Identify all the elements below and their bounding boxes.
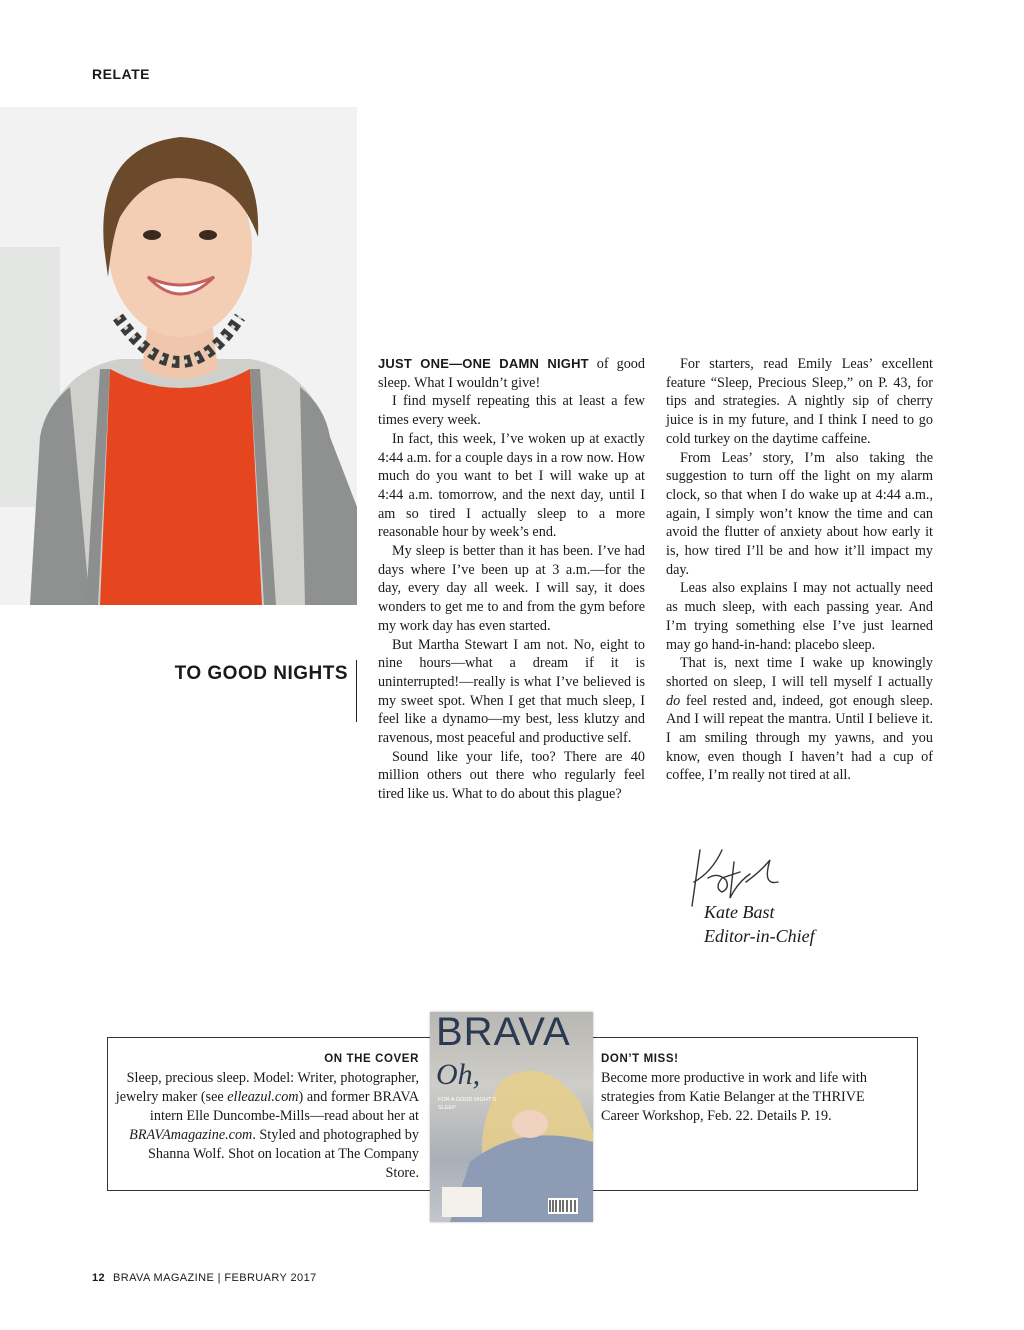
- footer-text: BRAVA MAGAZINE | FEBRUARY 2017: [113, 1272, 317, 1284]
- on-the-cover-text: Sleep, precious sleep. Model: Writer, photographer, jewelry maker (see elleazul.com) and former BRAVA intern Elle Duncombe-Mills—read about her at BRAVAmagazine.com. Styled and photographed by Shanna Wolf. Shot on location at The Company Store.: [115, 1070, 419, 1181]
- cover-tagline: FOR A GOOD NIGHT’S SLEEP: [438, 1097, 497, 1111]
- article-column-1: [378, 355, 645, 804]
- elleazul-link[interactable]: elleazul.com: [227, 1089, 299, 1105]
- article-paragraph: Leas also explains I may not actually need as much sleep, with each passing year. And I’m trying something else I’ve just learned may go hand-in-hand: placebo sleep.: [666, 580, 933, 653]
- article-paragraph: For starters, read Emily Leas’ excellent feature “Sleep, Precious Sleep,” on P. 43, for tips and strategies. A nightly sip of cherry juice is in my future, and I think I need to go cold turkey on the daytime caffeine.: [666, 356, 933, 447]
- article-paragraph: In fact, this week, I’ve woken up at exactly 4:44 a.m. for a couple days in a row now. How much do you want to bet I will wake up at 4:44 a.m. tomorrow, and the next day, until I am so tired I actually sleep to a more reasonable hour by week’s end.: [378, 430, 645, 541]
- article-headline: TO GOOD NIGHTS: [174, 663, 348, 684]
- article-paragraph: From Leas’ story, I’m also taking the suggestion to turn off the light on my alarm clock, so that when I do wake up at 4:44 a.m., again, I simply won’t know the time and can avoid the flutter of anxiety about how early it is, how tired I’ll be and how it’ll impact my day.: [666, 449, 933, 578]
- article-paragraph: I find myself repeating this at least a few times every week.: [378, 393, 645, 429]
- editor-portrait-illustration: [0, 107, 357, 605]
- magazine-cover: [430, 1012, 593, 1222]
- editor-name: Kate Bast: [704, 902, 775, 922]
- cover-image: [430, 1012, 593, 1222]
- on-the-cover-section: [112, 1050, 419, 1183]
- article-paragraph: My sleep is better than it has been. I’ve had days where I’ve been up at 3 a.m.—for the day, every day all week. I will say, it does wonders to get me to and from the gym before my work day has even started.: [378, 543, 645, 634]
- cover-title: BRAVA: [436, 1012, 571, 1054]
- cover-script: Oh,: [436, 1058, 481, 1091]
- article-paragraph: Sound like your life, too? There are 40 million others out there who regularly feel tired like us. What to do about this plague?: [378, 748, 645, 803]
- on-the-cover-heading: ON THE COVER: [324, 1053, 419, 1065]
- editor-title: Editor-in-Chief: [704, 926, 815, 946]
- article-column-2: [666, 355, 933, 785]
- editor-photo: [0, 107, 357, 605]
- article-paragraph: That is, next time I wake up knowingly shorted on sleep, I will tell myself I actually do feel rested and, indeed, got enough sleep. And I will repeat the mantra. Until I believe it. I am smiling through my yawns, and you know, even though I haven’t had a cup of coffee, I’m really not tired at all.: [666, 655, 933, 784]
- article-lead-in: JUST ONE—ONE DAMN NIGHT: [378, 356, 589, 371]
- brava-site-link[interactable]: BRAVAmagazine.com: [129, 1127, 253, 1143]
- dont-miss-heading: DON’T MISS!: [601, 1053, 679, 1065]
- headline-divider: [356, 660, 357, 722]
- article-paragraph: But Martha Stewart I am not. No, eight to nine hours—what a dream if it is uninterrupted!—really is what I’ve believed is my sweet spot. When I get that much sleep, I feel like a dynamo—my best, less klutzy and ravenous, most peaceful and productive self.: [378, 636, 645, 747]
- article-paragraph: JUST ONE—ONE DAMN NIGHT of good sleep. What I wouldn’t give!: [378, 356, 645, 391]
- page-number: 12: [92, 1272, 106, 1284]
- dont-miss-section: [601, 1050, 901, 1126]
- page-footer: [92, 1272, 317, 1284]
- signature-block: [704, 900, 815, 948]
- section-label: RELATE: [92, 66, 150, 82]
- dont-miss-text: Become more productive in work and life with strategies from Katie Belanger at the THRIVE Career Workshop, Feb. 22. Details P. 19.: [601, 1070, 867, 1124]
